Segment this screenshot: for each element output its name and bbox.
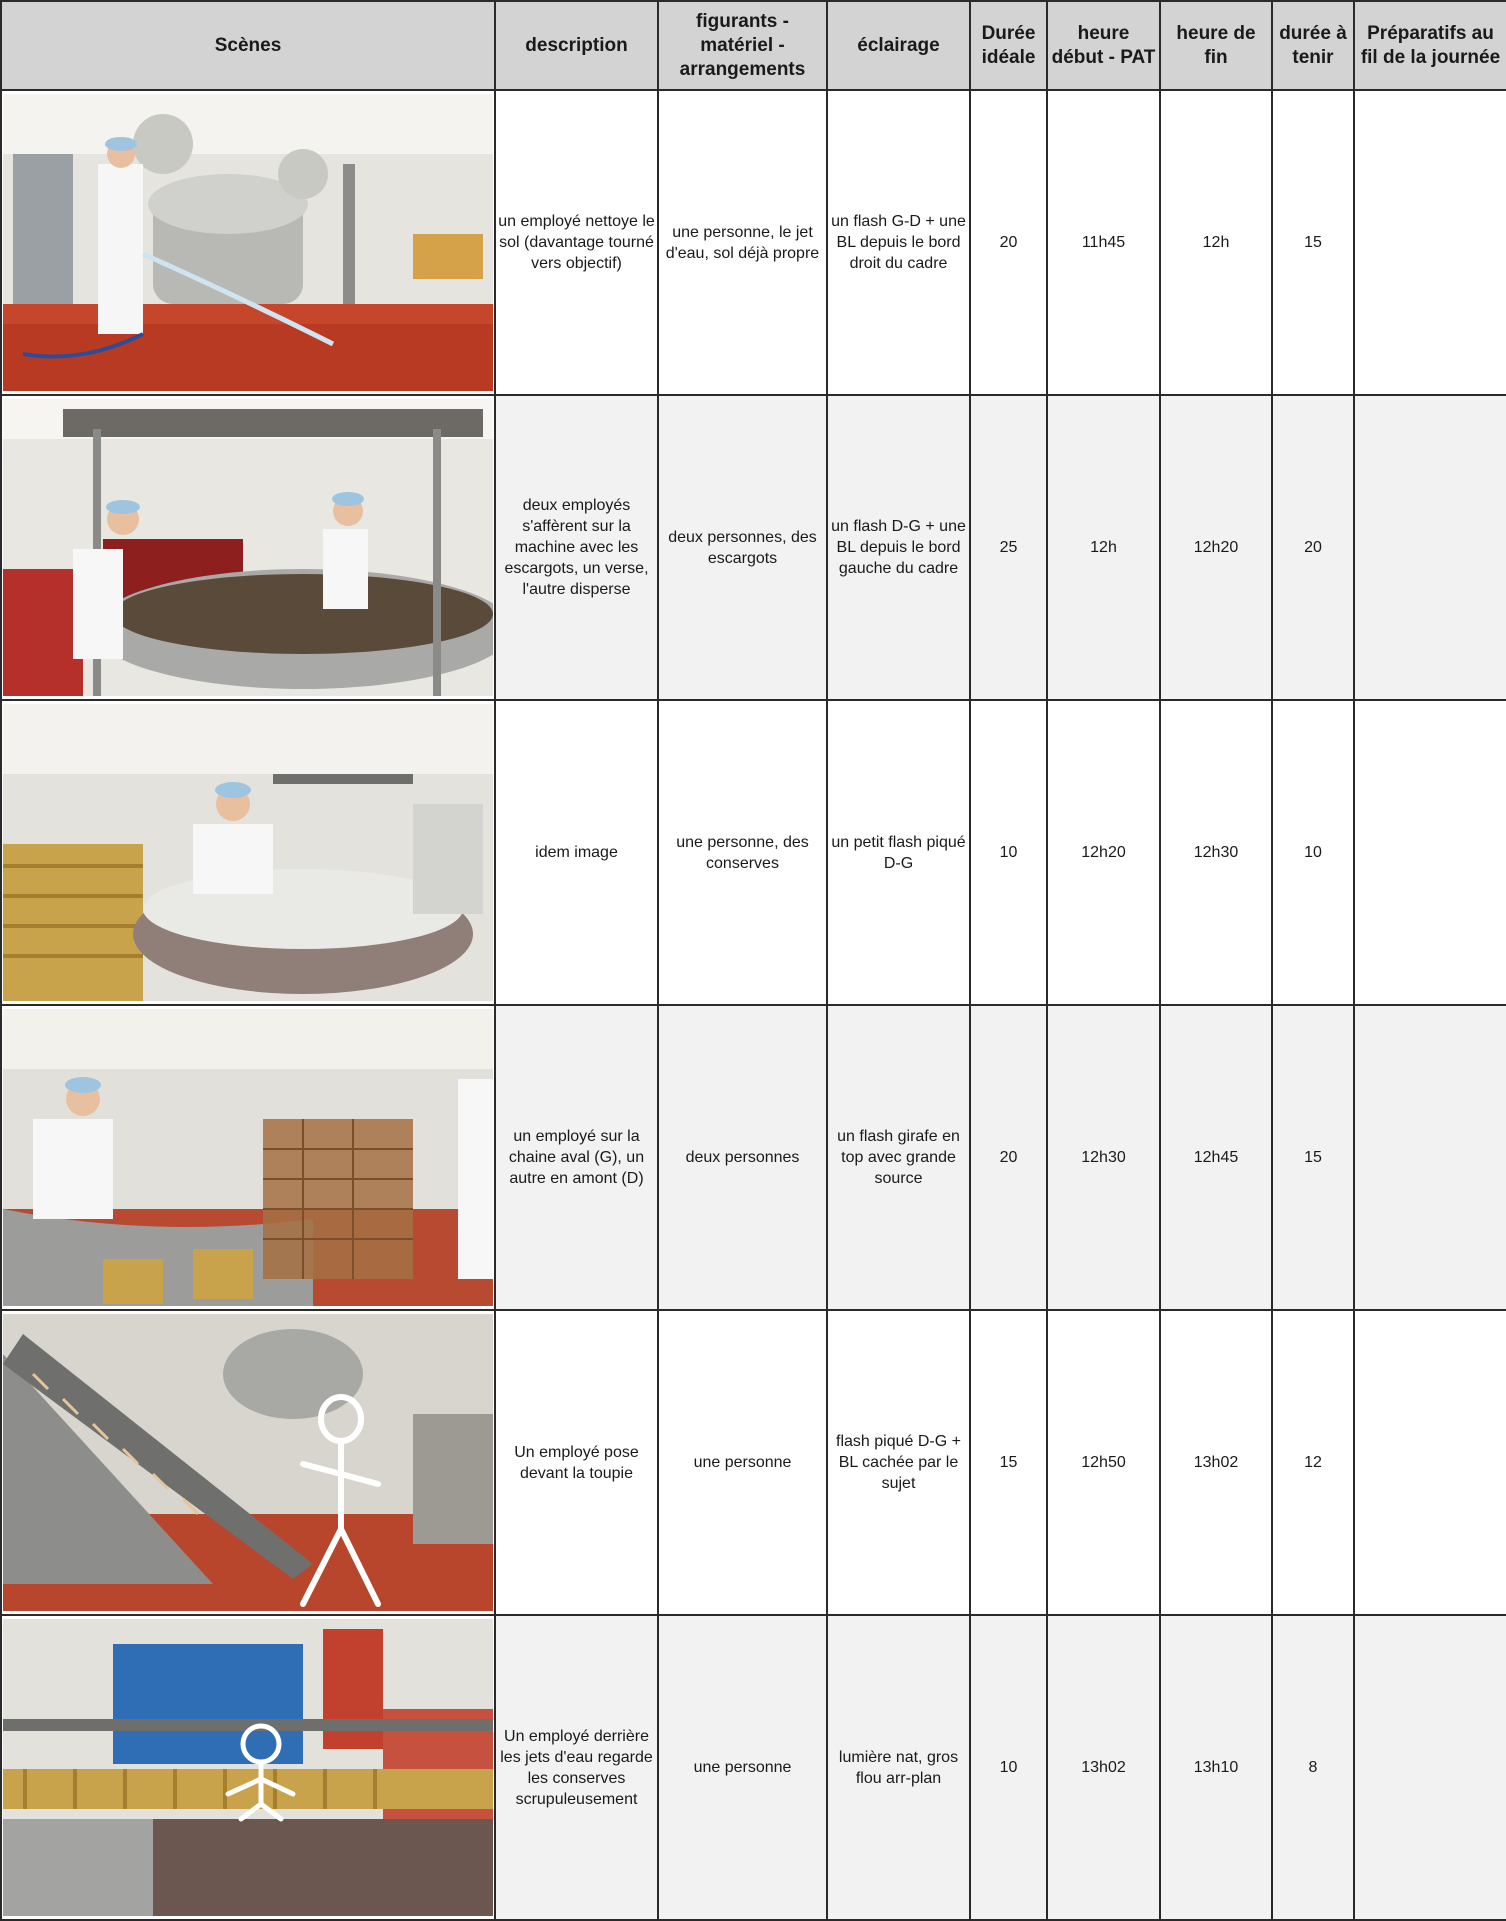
preparatifs-cell: [1354, 1005, 1506, 1310]
description-cell: Un employé derrière les jets d'eau regarde les conserves scrupuleusement: [495, 1615, 658, 1920]
header-heure-fin: heure de fin: [1160, 1, 1272, 90]
photo-water-jets-cans: [3, 1619, 493, 1916]
scene-photo-cell: [1, 1615, 495, 1920]
heure-fin-cell: 12h30: [1160, 700, 1272, 1005]
heure-fin-cell: 12h: [1160, 90, 1272, 395]
header-scenes: Scènes: [1, 1, 495, 90]
eclairage-cell: lumière nat, gros flou arr-plan: [827, 1615, 970, 1920]
header-row: [1, 1, 1506, 90]
duree-ideale-cell: 10: [970, 1615, 1047, 1920]
duree-tenir-cell: 15: [1272, 1005, 1354, 1310]
figurants-cell: deux personnes: [658, 1005, 827, 1310]
scene-photo-cell: [1, 700, 495, 1005]
duree-tenir-cell: 20: [1272, 395, 1354, 700]
heure-debut-cell: 12h: [1047, 395, 1160, 700]
header-heure-debut: heure début - PAT: [1047, 1, 1160, 90]
header-eclairage: éclairage: [827, 1, 970, 90]
heure-debut-cell: 12h20: [1047, 700, 1160, 1005]
duree-ideale-cell: 20: [970, 1005, 1047, 1310]
duree-ideale-cell: 10: [970, 700, 1047, 1005]
eclairage-cell: un petit flash piqué D-G: [827, 700, 970, 1005]
scene-photo: [3, 1009, 493, 1306]
photo-toupie-machine: [3, 1314, 493, 1611]
table-row: [1, 1310, 1506, 1615]
table-row: [1, 395, 1506, 700]
scene-photo: [3, 399, 493, 696]
preparatifs-cell: [1354, 700, 1506, 1005]
scene-photo: [3, 1314, 493, 1611]
heure-debut-cell: 12h30: [1047, 1005, 1160, 1310]
description-cell: Un employé pose devant la toupie: [495, 1310, 658, 1615]
table-row: [1, 1005, 1506, 1310]
duree-ideale-cell: 15: [970, 1310, 1047, 1615]
duree-tenir-cell: 10: [1272, 700, 1354, 1005]
header-duree-ideale: Durée idéale: [970, 1, 1047, 90]
duree-tenir-cell: 8: [1272, 1615, 1354, 1920]
duree-ideale-cell: 25: [970, 395, 1047, 700]
header-preparatifs: Préparatifs au fil de la journée: [1354, 1, 1506, 90]
description-cell: un employé sur la chaine aval (G), un autre en amont (D): [495, 1005, 658, 1310]
scene-photo: [3, 94, 493, 391]
eclairage-cell: un flash G-D + une BL depuis le bord droit du cadre: [827, 90, 970, 395]
header-description: description: [495, 1, 658, 90]
scene-photo-cell: [1, 395, 495, 700]
table-row: [1, 1615, 1506, 1920]
heure-debut-cell: 13h02: [1047, 1615, 1160, 1920]
table-row: [1, 700, 1506, 1005]
duree-tenir-cell: 12: [1272, 1310, 1354, 1615]
figurants-cell: une personne, le jet d'eau, sol déjà propre: [658, 90, 827, 395]
header-duree-tenir: durée à tenir: [1272, 1, 1354, 90]
scene-photo-cell: [1, 90, 495, 395]
preparatifs-cell: [1354, 90, 1506, 395]
photo-employee-cans-table: [3, 704, 493, 1001]
scene-photo: [3, 704, 493, 1001]
figurants-cell: deux personnes, des escargots: [658, 395, 827, 700]
description-cell: idem image: [495, 700, 658, 1005]
scene-photo: [3, 1619, 493, 1916]
table-row: [1, 90, 1506, 395]
header-figurants: figurants - matériel - arrangements: [658, 1, 827, 90]
figurants-cell: une personne: [658, 1310, 827, 1615]
scene-photo-cell: [1, 1005, 495, 1310]
heure-fin-cell: 13h02: [1160, 1310, 1272, 1615]
figurants-cell: une personne: [658, 1615, 827, 1920]
heure-debut-cell: 12h50: [1047, 1310, 1160, 1615]
eclairage-cell: un flash girafe en top avec grande source: [827, 1005, 970, 1310]
photo-employee-cleaning-floor: [3, 94, 493, 391]
description-cell: un employé nettoye le sol (davantage tourné vers objectif): [495, 90, 658, 395]
scene-photo-cell: [1, 1310, 495, 1615]
eclairage-cell: un flash D-G + une BL depuis le bord gauche du cadre: [827, 395, 970, 700]
photo-production-line: [3, 1009, 493, 1306]
heure-fin-cell: 13h10: [1160, 1615, 1272, 1920]
duree-ideale-cell: 20: [970, 90, 1047, 395]
preparatifs-cell: [1354, 395, 1506, 700]
figurants-cell: une personne, des conserves: [658, 700, 827, 1005]
heure-fin-cell: 12h45: [1160, 1005, 1272, 1310]
photo-two-employees-snails: [3, 399, 493, 696]
heure-debut-cell: 11h45: [1047, 90, 1160, 395]
preparatifs-cell: [1354, 1310, 1506, 1615]
duree-tenir-cell: 15: [1272, 90, 1354, 395]
eclairage-cell: flash piqué D-G + BL cachée par le sujet: [827, 1310, 970, 1615]
preparatifs-cell: [1354, 1615, 1506, 1920]
heure-fin-cell: 12h20: [1160, 395, 1272, 700]
description-cell: deux employés s'affèrent sur la machine avec les escargots, un verse, l'autre disperse: [495, 395, 658, 700]
